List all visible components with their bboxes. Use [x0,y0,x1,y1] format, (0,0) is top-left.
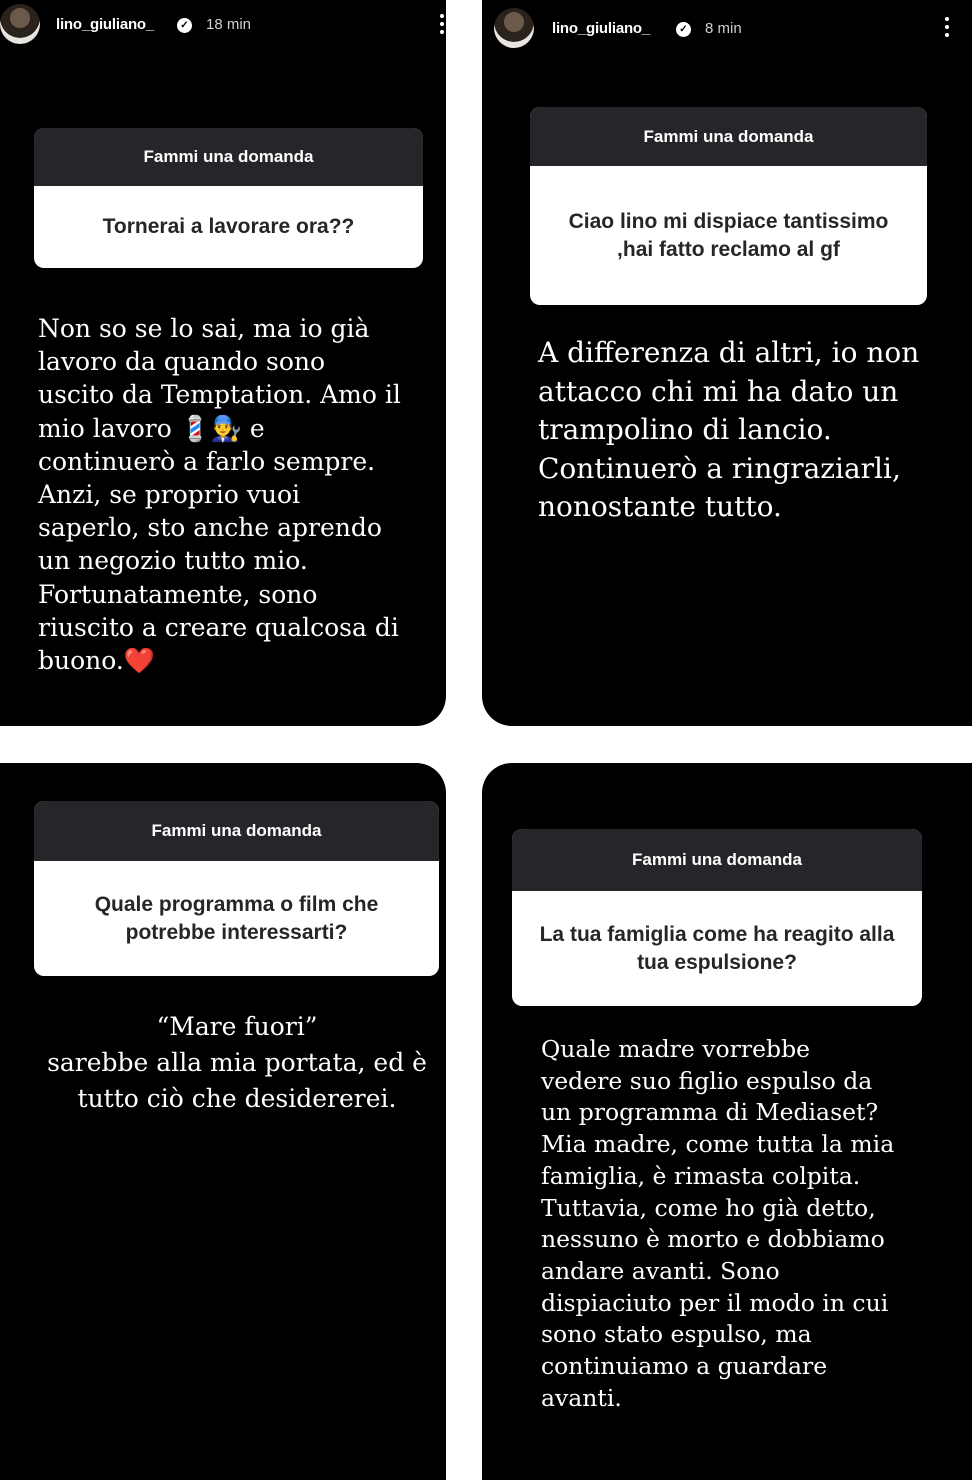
story-header [0,0,446,50]
question-sticker-header: Fammi una domanda [34,128,423,186]
avatar[interactable] [494,8,534,48]
story-panel-3[interactable] [0,763,446,1480]
verified-badge-icon: ✓ [676,22,691,37]
question-text: Tornerai a lavorare ora?? [102,215,355,238]
avatar[interactable] [0,4,40,44]
timestamp: 18 min [206,16,252,33]
question-text: Quale programma o film che potrebbe interessarti? [94,892,379,944]
question-sticker-header: Fammi una domanda [34,801,439,861]
question-sticker-header: Fammi una domanda [530,107,927,166]
verified-badge-icon: ✓ [177,18,192,33]
story-panel-2[interactable] [482,0,972,726]
question-sticker [34,128,423,268]
answer-text: Non so se lo sai, ma io già lavoro da quando sono uscito da Temptation. Amo il mio lavoro 💈👨‍🔧 e continuerò a farlo sempre. Anzi, se proprio vuoi saperlo, sto anche aprendo un negozio tutto mio. Fortunatamente, sono riuscito a creare qualcosa di buono.❤️ [38,314,401,676]
story-header [482,0,972,50]
question-sticker [530,107,927,305]
username[interactable]: lino_giuliano_ [552,20,651,37]
story-panel-4[interactable] [482,763,972,1480]
more-options-icon[interactable] [440,14,444,38]
question-sticker-header: Fammi una domanda [512,829,922,891]
username[interactable]: lino_giuliano_ [56,16,155,33]
story-panel-1[interactable] [0,0,446,726]
question-sticker [34,801,439,976]
question-text: La tua famiglia come ha reagito alla tua espulsione? [539,922,895,974]
timestamp: 8 min [705,20,742,37]
answer-text: “Mare fuori” sarebbe alla mia portata, ed è tutto ciò che desidererei. [47,1012,427,1113]
answer-text: A differenza di altri, io non attacco chi mi ha dato un trampolino di lancio. Continuerò a ringraziarli, nonostante tutto. [538,336,920,523]
answer-text: Quale madre vorrebbe vedere suo figlio espulso da un programma di Mediaset? Mia madre, come tutta la mia famiglia, è rimasta colpita. Tuttavia, come ho già detto, nessuno è morto e dobbiamo andare avanti. Sono dispiaciuto per il modo in cui sono stato espulso, ma continuiamo a guardare avanti. [541,1035,895,1412]
more-options-icon[interactable] [945,17,949,41]
question-sticker [512,829,922,1006]
question-text: Ciao lino mi dispiace tantissimo ,hai fatto reclamo al gf [568,209,889,261]
